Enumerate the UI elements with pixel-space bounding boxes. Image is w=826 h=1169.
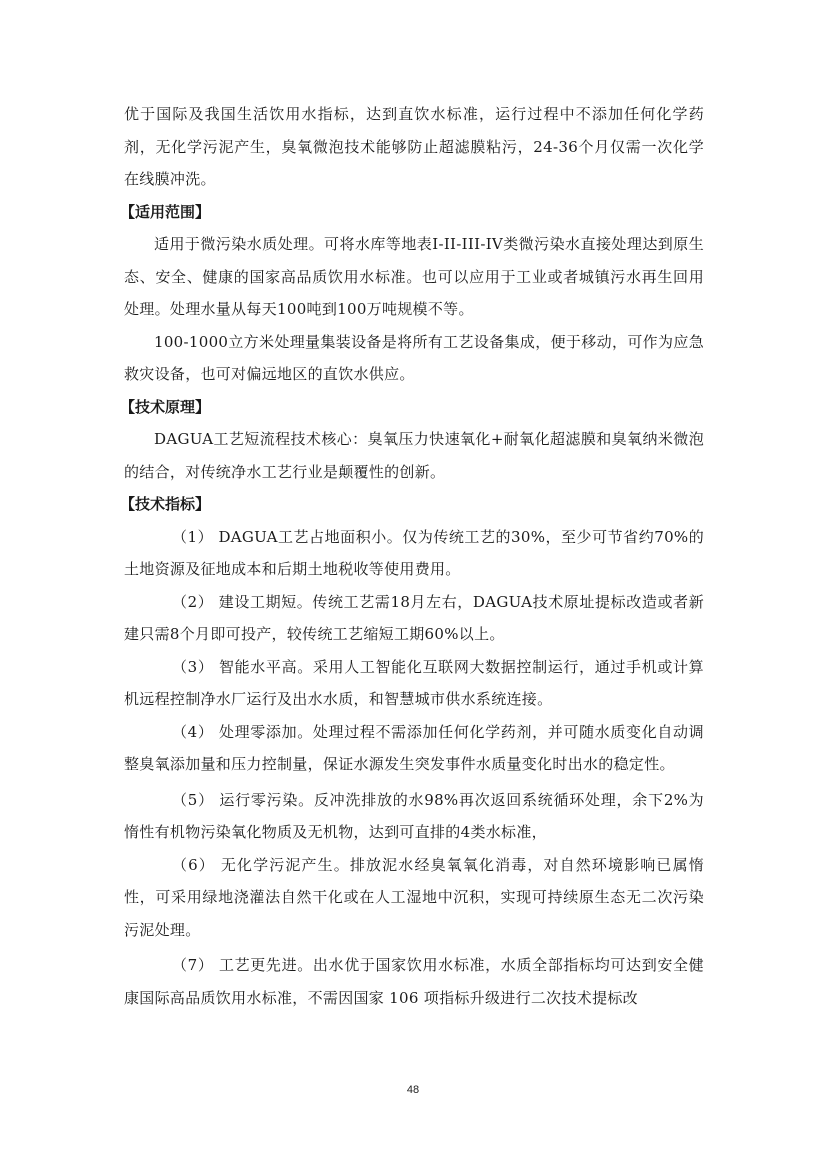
indicator-item-2: （2） 建设工期短。传统工艺需18月左右，DAGUA技术原址提标改造或者新建只需8个月即可投产，较传统工艺缩短工期60%以上。	[124, 592, 704, 643]
indicators-heading: 【技术指标】	[120, 495, 211, 513]
intro-paragraph: 优于国际及我国生活饮用水指标，达到直饮水标准，运行过程中不添加任何化学药剂，无化学污泥产生，臭氧微泡技术能够防止超滤膜粘污，24-36个月仅需一次化学在线膜冲洗。	[124, 105, 704, 188]
scope-heading: 【适用范围】	[120, 202, 211, 221]
indicator-item-4: （4） 处理零添加。处理过程不需添加任何化学药剂，并可随水质变化自动调整臭氧添加量和压力控制量，保证水源发生突发事件水质量变化时出水的稳定性。	[124, 722, 704, 773]
indicator-item-3: （3） 智能水平高。采用人工智能化互联网大数据控制运行，通过手机或计算机远程控制净水厂运行及出水水质，和智慧城市供水系统连接。	[124, 657, 704, 708]
indicator-item-6: （6） 无化学污泥产生。排放泥水经臭氧氧化消毒，对自然环境影响已属惰性，可采用绿地浇灌法自然干化或在人工湿地中沉积，实现可持续原生态无二次污染污泥处理。	[124, 855, 704, 939]
indicator-item-5: （5） 运行零污染。反冲洗排放的水98%再次返回系统循环处理，余下2%为惰性有机物污染氧化物质及无机物，达到可直排的4类水标准，	[124, 790, 704, 841]
document-body	[120, 98, 704, 1014]
indicator-item-7: （7） 工艺更先进。出水优于国家饮用水标准，水质全部指标均可达到安全健康国际高品质饮用水标准，不需因国家 106 项指标升级进行二次技术提标改	[124, 956, 704, 1007]
page-number: 48	[406, 1084, 420, 1096]
principle-paragraph: DAGUA工艺短流程技术核心：臭氧压力快速氧化+耐氧化超滤膜和臭氧纳米微泡的结合，对传统净水工艺行业是颠覆性的创新。	[124, 430, 704, 481]
indicator-item-1: （1） DAGUA工艺占地面积小。仅为传统工艺的30%，至少可节省约70%的土地资源及征地成本和后期土地税收等使用费用。	[124, 527, 704, 578]
scope-paragraph-2: 100-1000立方米处理量集装设备是将所有工艺设备集成，便于移动，可作为应急救灾设备，也可对偏远地区的直饮水供应。	[124, 332, 704, 383]
scope-paragraph-1: 适用于微污染水质处理。可将水库等地表I-II-III-IV类微污染水直接处理达到原生态、安全、健康的国家高品质饮用水标准。也可以应用于工业或者城镇污水再生回用处理。处理水量从每天100吨到100万吨规模不等。	[124, 235, 704, 318]
principle-heading: 【技术原理】	[120, 397, 211, 416]
